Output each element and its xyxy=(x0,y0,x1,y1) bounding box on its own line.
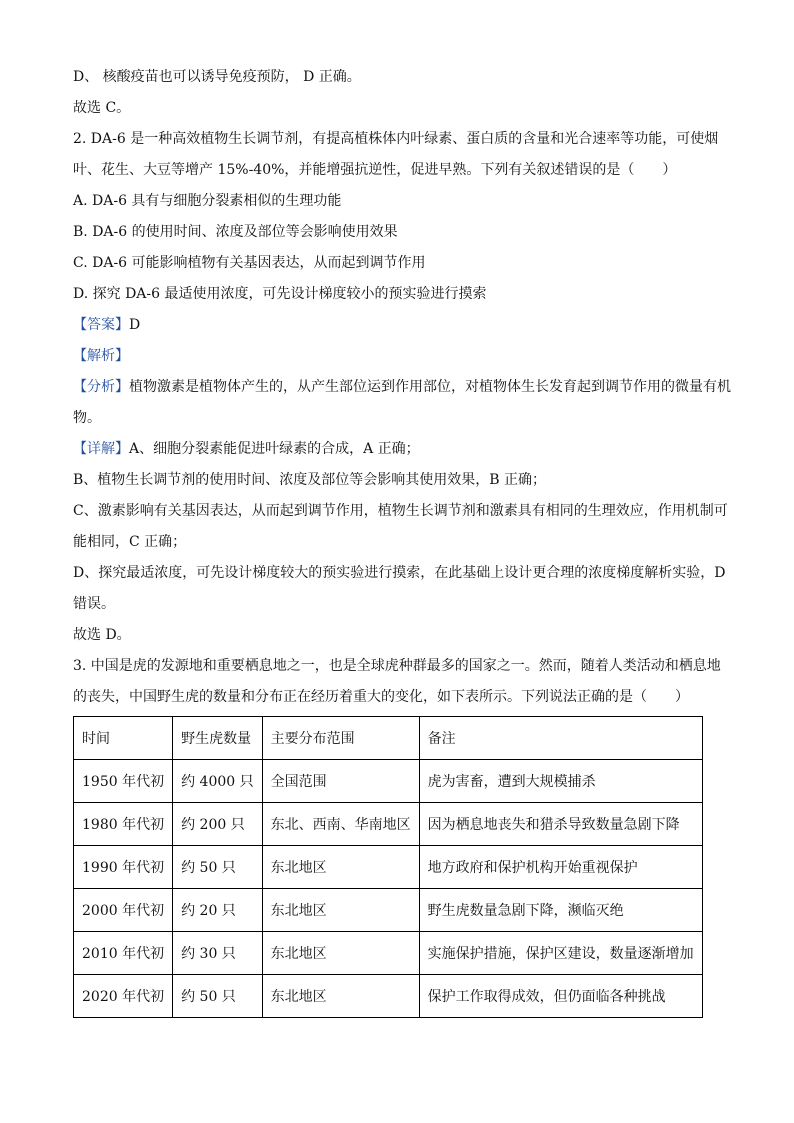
question-2-stem: 2. DA-6 是一种高效植物生长调节剂，有提高植株体内叶绿素、蛋白质的含量和光合速率等功能，可使烟叶、花生、大豆等增产 15%-40%，并能增强抗逆性，促进早熟。下列有关叙述错误的是（ ） xyxy=(73,131,719,178)
xiangjie-tag: 【详解】 xyxy=(73,441,129,457)
option-a: A. DA-6 具有与细胞分裂素相似的生理功能 xyxy=(73,193,342,209)
table-row xyxy=(74,975,703,1018)
option-c: C. DA-6 可能影响植物有关基因表达，从而起到调节作用 xyxy=(73,255,426,271)
table-row xyxy=(74,803,703,846)
table-cell: 2010 年代初 xyxy=(74,932,173,975)
table-cell: 约 4000 只 xyxy=(173,760,263,803)
xiangjie-d: D、探究最适浓度，可先设计梯度较大的预实验进行摸索，在此基础上设计更合理的浓度梯度解析实验，D 错误。 xyxy=(73,565,726,612)
table-row xyxy=(74,760,703,803)
table-cell: 保护工作取得成效，但仍面临各种挑战 xyxy=(419,975,702,1018)
table-cell: 东北地区 xyxy=(262,889,419,932)
table-cell: 东北地区 xyxy=(262,932,419,975)
table-row xyxy=(74,932,703,975)
table-cell: 约 200 只 xyxy=(173,803,263,846)
text-line: 故选 C。 xyxy=(73,100,131,116)
table-header-row xyxy=(74,717,703,760)
table-cell: 全国范围 xyxy=(262,760,419,803)
xiangjie-b: B、植物生长调节剂的使用时间、浓度及部位等会影响其使用效果，B 正确； xyxy=(73,472,547,488)
table-row xyxy=(74,889,703,932)
table-cell: 约 30 只 xyxy=(173,932,263,975)
text-line: D、 核酸疫苗也可以诱导免疫预防， D 正确。 xyxy=(73,69,361,85)
table-cell: 2020 年代初 xyxy=(74,975,173,1018)
table-cell: 东北地区 xyxy=(262,975,419,1018)
header-cell: 时间 xyxy=(74,717,173,760)
header-cell: 野生虎数量 xyxy=(173,717,263,760)
xiangjie-c: C、激素影响有关基因表达，从而起到调节作用，植物生长调节剂和激素具有相同的生理效应，作用机制可能相同，C 正确； xyxy=(73,503,728,550)
table-row xyxy=(74,846,703,889)
table-cell: 东北、西南、华南地区 xyxy=(262,803,419,846)
fenxi-paragraph xyxy=(73,372,733,434)
analysis-heading xyxy=(73,341,733,372)
table-cell: 野生虎数量急剧下降，濒临灭绝 xyxy=(419,889,702,932)
question-3-stem: 3. 中国是虎的发源地和重要栖息地之一，也是全球虎种群最多的国家之一。然而，随着人类活动和栖息地的丧失，中国野生虎的数量和分布正在经历着重大的变化，如下表所示。下列说法正确的是（ ） xyxy=(73,658,721,705)
table-cell: 实施保护措施，保护区建设，数量逐渐增加 xyxy=(419,932,702,975)
answer-line xyxy=(73,310,733,341)
table-cell: 地方政府和保护机构开始重视保护 xyxy=(419,846,702,889)
table-cell: 东北地区 xyxy=(262,846,419,889)
tiger-population-table xyxy=(73,716,703,1018)
table-cell: 1990 年代初 xyxy=(74,846,173,889)
fenxi-text: 植物激素是植物体产生的，从产生部位运到作用部位，对植物体生长发育起到调节作用的微量有机物。 xyxy=(73,379,731,426)
table-cell: 因为栖息地丧失和猎杀导致数量急剧下降 xyxy=(419,803,702,846)
table-cell: 2000 年代初 xyxy=(74,889,173,932)
header-cell: 主要分布范围 xyxy=(262,717,419,760)
xiangjie-a-line xyxy=(73,434,733,465)
option-b: B. DA-6 的使用时间、浓度及部位等会影响使用效果 xyxy=(73,224,398,240)
document-body xyxy=(73,62,733,713)
header-cell: 备注 xyxy=(419,717,702,760)
table-cell: 1950 年代初 xyxy=(74,760,173,803)
option-d: D. 探究 DA-6 最适使用浓度，可先设计梯度较小的预实验进行摸索 xyxy=(73,286,487,302)
table-cell: 约 50 只 xyxy=(173,975,263,1018)
fenxi-tag: 【分析】 xyxy=(73,379,129,395)
answer-value: D xyxy=(129,317,141,333)
table-cell: 1980 年代初 xyxy=(74,803,173,846)
analysis-tag: 【解析】 xyxy=(73,348,129,364)
table-cell: 约 20 只 xyxy=(173,889,263,932)
answer-tag: 【答案】 xyxy=(73,317,129,333)
table-cell: 虎为害畜，遭到大规模捕杀 xyxy=(419,760,702,803)
table-cell: 约 50 只 xyxy=(173,846,263,889)
conclusion: 故选 D。 xyxy=(73,627,131,643)
xiangjie-a: A、细胞分裂素能促进叶绿素的合成，A 正确； xyxy=(129,441,420,457)
